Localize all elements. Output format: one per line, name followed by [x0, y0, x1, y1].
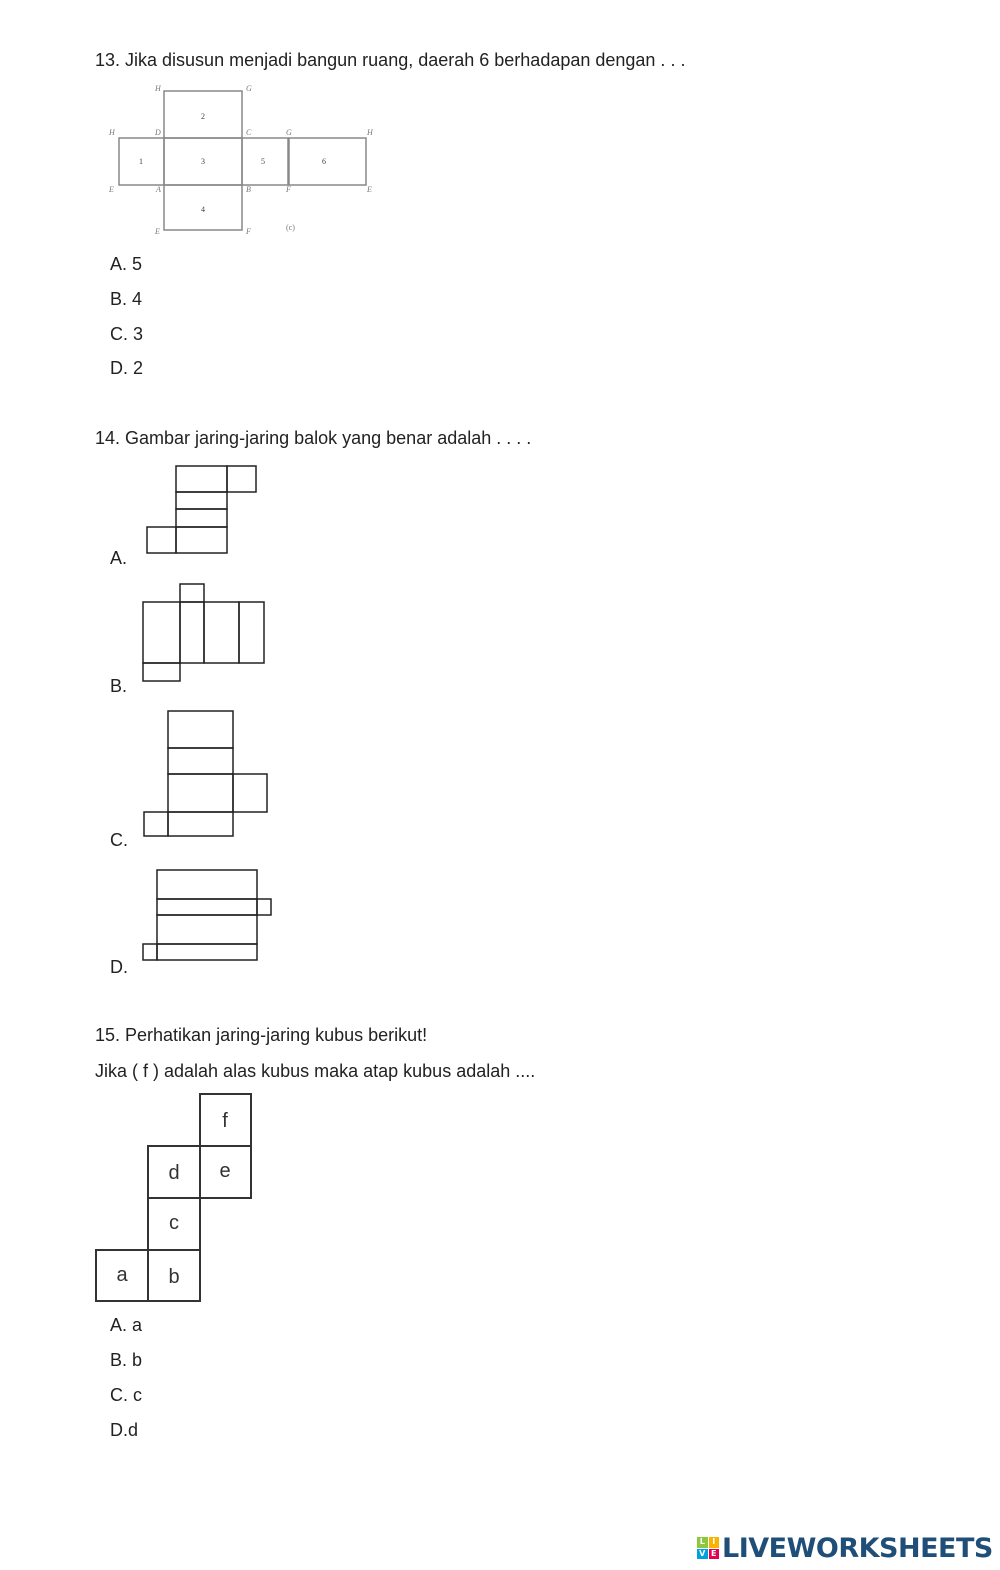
q13-vertex-label: G	[286, 128, 292, 137]
q14-option-a-label[interactable]: A.	[110, 548, 128, 568]
q14-option-a-net[interactable]	[140, 460, 265, 560]
q13-face-label-4: 4	[201, 205, 205, 214]
q15-label-a: a	[116, 1264, 128, 1286]
q15-label-f: f	[222, 1110, 228, 1132]
q13-option-d[interactable]: D. 2	[110, 358, 144, 378]
q13-face-label-3: 3	[201, 157, 205, 166]
logo-letter: V	[697, 1549, 708, 1560]
q13-face-label-2: 2	[201, 112, 205, 121]
q13-vertex-label: H	[155, 84, 161, 93]
q13-cube-net	[100, 80, 390, 242]
q14-option-b-net[interactable]	[138, 578, 270, 686]
q15-label-b: b	[168, 1266, 180, 1288]
q13-caption: (c)	[286, 223, 295, 232]
q13-face-label-6: 6	[322, 157, 326, 166]
q14-option-c-label[interactable]: C.	[110, 830, 128, 850]
q13-vertex-label: A	[156, 185, 161, 194]
q14-option-c-net[interactable]	[138, 705, 273, 841]
q14-option-d-label[interactable]: D.	[110, 957, 128, 977]
q13-vertex-label: H	[367, 128, 373, 137]
q15-option-d[interactable]: D.d	[110, 1420, 139, 1440]
q15-label-d: d	[168, 1162, 180, 1184]
liveworksheets-logo-icon	[697, 1537, 719, 1559]
logo-letter: E	[709, 1549, 720, 1560]
q14-question: 14. Gambar jaring-jaring balok yang benar adalah . . . .	[95, 428, 532, 448]
q13-vertex-label: G	[246, 84, 252, 93]
q13-face-5	[242, 138, 288, 185]
logo-letter: L	[697, 1537, 708, 1548]
q13-vertex-label: E	[367, 185, 372, 194]
q13-vertex-label: E	[109, 185, 114, 194]
liveworksheets-brand: LIVEWORKSHEETS	[722, 1532, 993, 1564]
q13-vertex-label: E	[155, 227, 160, 236]
q13-vertex-label: D	[155, 128, 161, 137]
q13-vertex-label: B	[246, 185, 251, 194]
q15-option-a[interactable]: A. a	[110, 1315, 143, 1335]
q15-option-b[interactable]: B. b	[110, 1350, 143, 1370]
q13-face-label-1: 1	[139, 157, 143, 166]
q13-vertex-label: H	[109, 128, 115, 137]
q15-option-c[interactable]: C. c	[110, 1385, 143, 1405]
q13-vertex-label: F	[286, 185, 291, 194]
q15-label-e: e	[219, 1160, 231, 1182]
q15-cube-net	[90, 1088, 260, 1308]
q13-option-c[interactable]: C. 3	[110, 324, 144, 344]
q13-option-a[interactable]: A. 5	[110, 254, 143, 274]
q13-option-b[interactable]: B. 4	[110, 289, 143, 309]
q13-face-label-5: 5	[261, 157, 265, 166]
liveworksheets-logo[interactable]	[697, 1532, 993, 1564]
q13-vertex-label: F	[246, 227, 251, 236]
logo-letter: I	[709, 1537, 720, 1548]
q15-question: 15. Perhatikan jaring-jaring kubus berikut!	[95, 1025, 428, 1045]
q14-option-b-label[interactable]: B.	[110, 676, 128, 696]
q13-face-6	[289, 138, 366, 185]
q15-subquestion: Jika ( f ) adalah alas kubus maka atap kubus adalah ....	[95, 1061, 536, 1081]
q13-vertex-label: C	[246, 128, 252, 137]
q13-question: 13. Jika disusun menjadi bangun ruang, daerah 6 berhadapan dengan . . .	[95, 50, 686, 70]
q14-option-d-net[interactable]	[138, 865, 278, 967]
q15-label-c: c	[169, 1212, 179, 1234]
